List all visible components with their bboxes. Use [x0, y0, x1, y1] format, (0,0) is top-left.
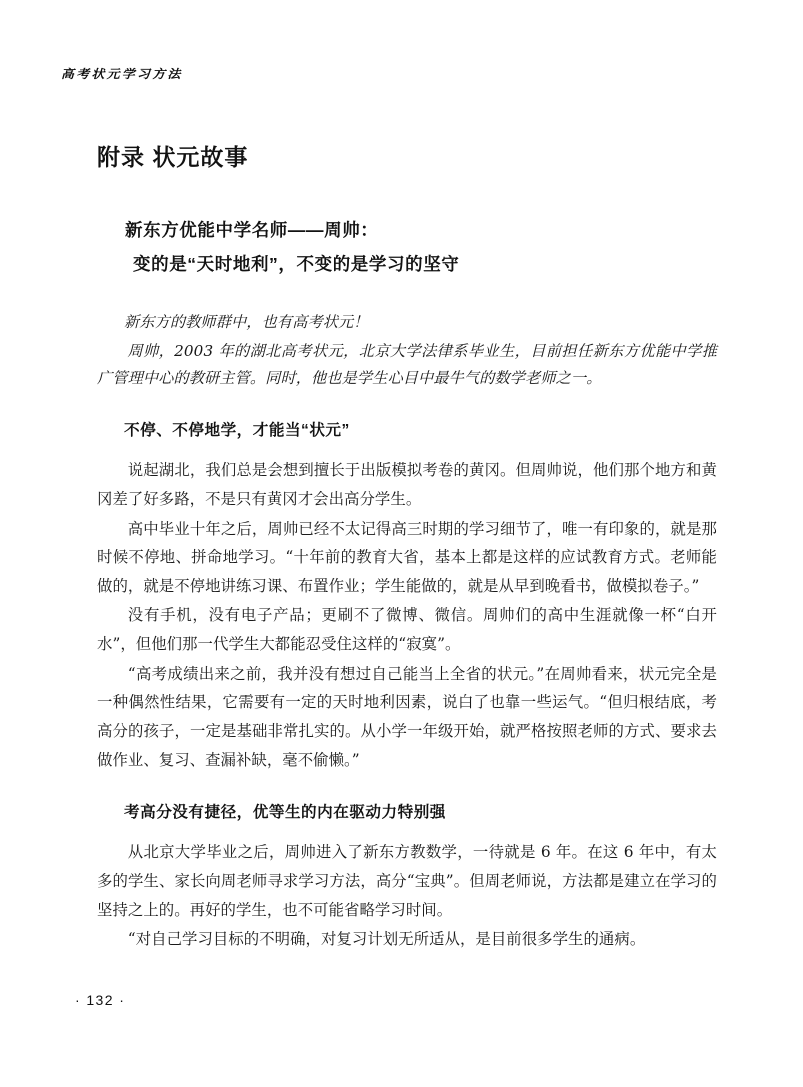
article-subtitle-block: [97, 213, 717, 281]
article-subtitle-line-2: 变的是“天时地利”，不变的是学习的坚守: [133, 254, 460, 275]
paragraph: 没有手机，没有电子产品；更刷不了微博、微信。周帅们的高中生涯就像一杯“白开水”，但他们那一代学生大都能忍受住这样的“寂寞”。: [97, 606, 717, 654]
running-head: 高考状元学习方法: [61, 67, 183, 82]
section-body-2: [97, 838, 717, 954]
page-number: · 132 ·: [75, 992, 126, 1008]
paragraph: “高考成绩出来之前，我并没有想过自己能当上全省的状元。”在周帅看来，状元完全是一种偶然性结果，它需要有一定的天时地利因素，说白了也靠一些运气。“但归根结底，考高分的孩子，一定是基础非常扎实的。从小学一年级开始，就严格按照老师的方式、要求去做作业、复习、查漏补缺，毫不偷懒。”: [97, 664, 717, 769]
page-title: 附录 状元故事: [97, 144, 249, 170]
lead-text-1: 新东方的教师群中，也有高考状元！: [124, 313, 369, 332]
page-content: [97, 120, 717, 954]
article-lead-paragraph-1: [97, 309, 717, 336]
article-subtitle-line-1: 新东方优能中学名师——周帅：: [125, 219, 379, 240]
article-lead-paragraph-2: [97, 338, 717, 392]
paragraph: 从北京大学毕业之后，周帅进入了新东方教数学，一待就是 6 年。在这 6 年中，有太多的学生、家长向周老师寻求学习方法，高分“宝典”。但周老师说，方法都是建立在学习的坚持之上的。再好的学生，也不可能省略学习时间。: [97, 843, 717, 919]
paragraph: “对自己学习目标的不明确，对复习计划无所适从，是目前很多学生的通病。: [127, 930, 646, 949]
section-heading-2: 考高分没有捷径，优等生的内在驱动力特别强: [124, 804, 446, 822]
paragraph: 说起湖北，我们总是会想到擅长于出版模拟考卷的黄冈。但周帅说，他们那个地方和黄冈差了好多路，不是只有黄冈才会出高分学生。: [97, 461, 717, 508]
paragraph: 高中毕业十年之后，周帅已经不太记得高三时期的学习细节了，唯一有印象的，就是那时候不停地、拼命地学习。“十年前的教育大省，基本上都是这样的应试教育方式。老师能做的，就是不停地讲练习课、布置作业；学生能做的，就是从早到晚看书，做模拟卷子。”: [97, 519, 717, 595]
section-heading-1: 不停、不停地学，才能当“状元”: [124, 422, 350, 440]
lead-text-2: 周帅，2003 年的湖北高考状元，北京大学法律系毕业生，目前担任新东方优能中学推广管理中心的教研主管。同时，他也是学生心目中最牛气的数学老师之一。: [97, 342, 717, 388]
section-body-1: [97, 456, 717, 774]
